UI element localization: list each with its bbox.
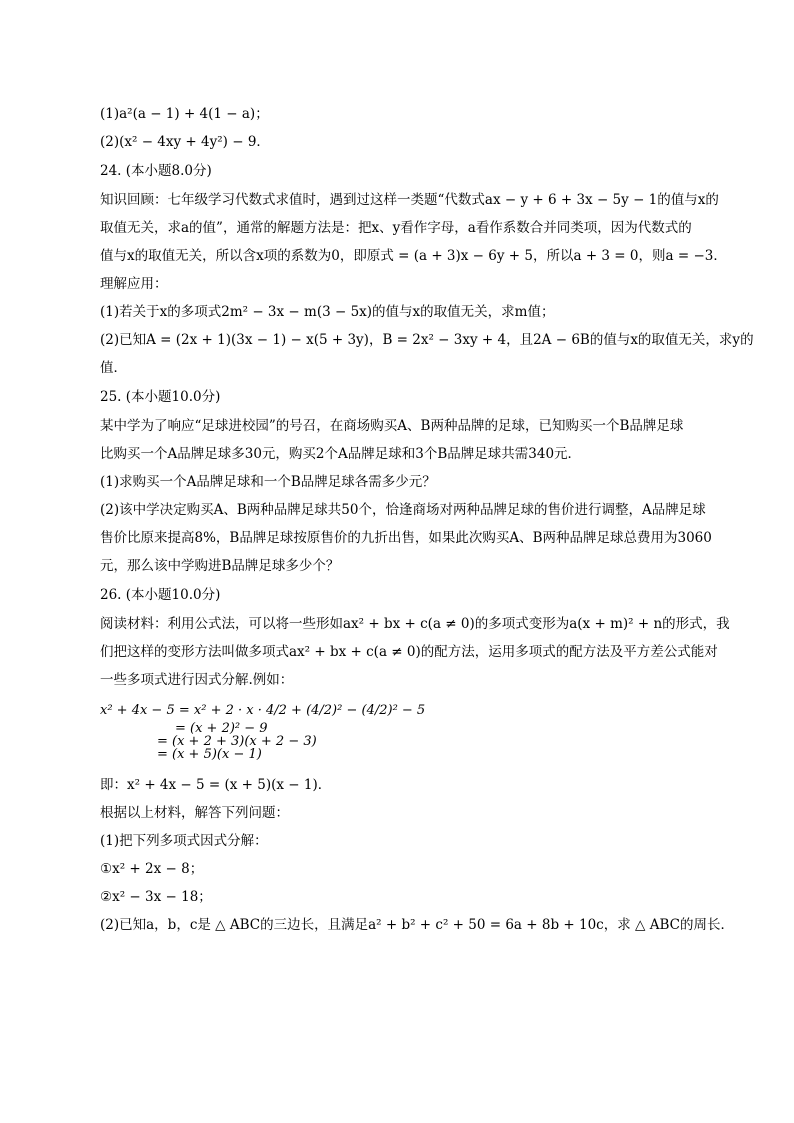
- derivation-step1: x² + 4x − 5 = x² + 2 · x · 4/2 + (4/2)² − (4/2)² − 5: [100, 703, 426, 718]
- q24-line4: 理解应用：: [100, 276, 168, 292]
- q26-line6: (1)把下列多项式因式分解：: [100, 833, 268, 849]
- q25-line4: (2)该中学决定购买A、B两种品牌足球共50个，恰逢商场对两种品牌足球的售价进行调整，A品牌足球: [100, 502, 706, 518]
- q24-line6: (2)已知A = (2x + 1)(3x − 1) − x(5 + 3y)，B = 2x² − 3xy + 4，且2A − 6B的值与x的取值无关，求y的: [100, 332, 754, 348]
- q25-heading: 25. (本小题10.0分): [100, 389, 221, 405]
- q26-heading: 26. (本小题10.0分): [100, 587, 221, 603]
- q26-line5: 根据以上材料，解答下列问题：: [100, 805, 289, 821]
- q26-line2: 们把这样的变形方法叫做多项式ax² + bx + c(a ≠ 0)的配方法，运用多项式的配方法及平方差公式能对: [100, 644, 718, 660]
- q26-line4: 即：x² + 4x − 5 = (x + 5)(x − 1)．: [100, 777, 332, 793]
- q26-line3: 一些多项式进行因式分解.例如：: [100, 672, 294, 688]
- derivation-step2: = (x + 2)² − 9: [175, 721, 268, 736]
- q24-line2: 取值无关，求a的值”，通常的解题方法是：把x、y看作字母，a看作系数合并同类项，因为代数式的: [100, 220, 692, 236]
- q26-derivation: [100, 694, 700, 771]
- derivation-step4: = (x + 5)(x − 1): [157, 747, 262, 762]
- q24-line3: 值与x的取值无关，所以含x项的系数为0，即原式 = (a + 3)x − 6y + 5，所以a + 3 = 0，则a = −3．: [100, 248, 727, 264]
- q24-line1: 知识回顾：七年级学习代数式求值时，遇到过这样一类题“代数式ax − y + 6 + 3x − 5y − 1的值与x的: [100, 192, 719, 208]
- q26-line9: (2)已知a，b，c是 △ ABC的三边长，且满足a² + b² + c² + 50 = 6a + 8b + 10c，求 △ ABC的周长．: [100, 917, 734, 933]
- q24-heading: 24. (本小题8.0分): [100, 163, 212, 179]
- derivation-step3: = (x + 2 + 3)(x + 2 − 3): [157, 734, 317, 749]
- document-content: [100, 100, 754, 939]
- q23-part2: (2)(x² − 4xy + 4y²) − 9．: [100, 134, 270, 150]
- q24-line5: (1)若关于x的多项式2m² − 3x − m(3 − 5x)的值与x的取值无关，求m值；: [100, 304, 555, 320]
- q26-line7: ①x² + 2x − 8；: [100, 861, 204, 877]
- q25-line3: (1)求购买一个A品牌足球和一个B品牌足球各需多少元？: [100, 474, 436, 490]
- q25-line1: 某中学为了响应“足球进校园”的号召，在商场购买A、B两种品牌的足球，已知购买一个B品牌足球: [100, 418, 684, 434]
- q26-line1: 阅读材料：利用公式法，可以将一些形如ax² + bx + c(a ≠ 0)的多项式变形为a(x + m)² + n的形式，我: [100, 616, 730, 632]
- q25-line2: 比购买一个A品牌足球多30元，购买2个A品牌足球和3个B品牌足球共需340元．: [100, 446, 582, 462]
- q24-line7: 值．: [100, 360, 127, 376]
- q26-line8: ②x² − 3x − 18；: [100, 889, 212, 905]
- q25-line5: 售价比原来提高8%，B品牌足球按原售价的九折出售，如果此次购买A、B两种品牌足球总费用为3060: [100, 530, 712, 546]
- q23-part1: (1)a²(a − 1) + 4(1 − a)；: [100, 106, 269, 122]
- q25-line6: 元，那么该中学购进B品牌足球多少个？: [100, 558, 340, 574]
